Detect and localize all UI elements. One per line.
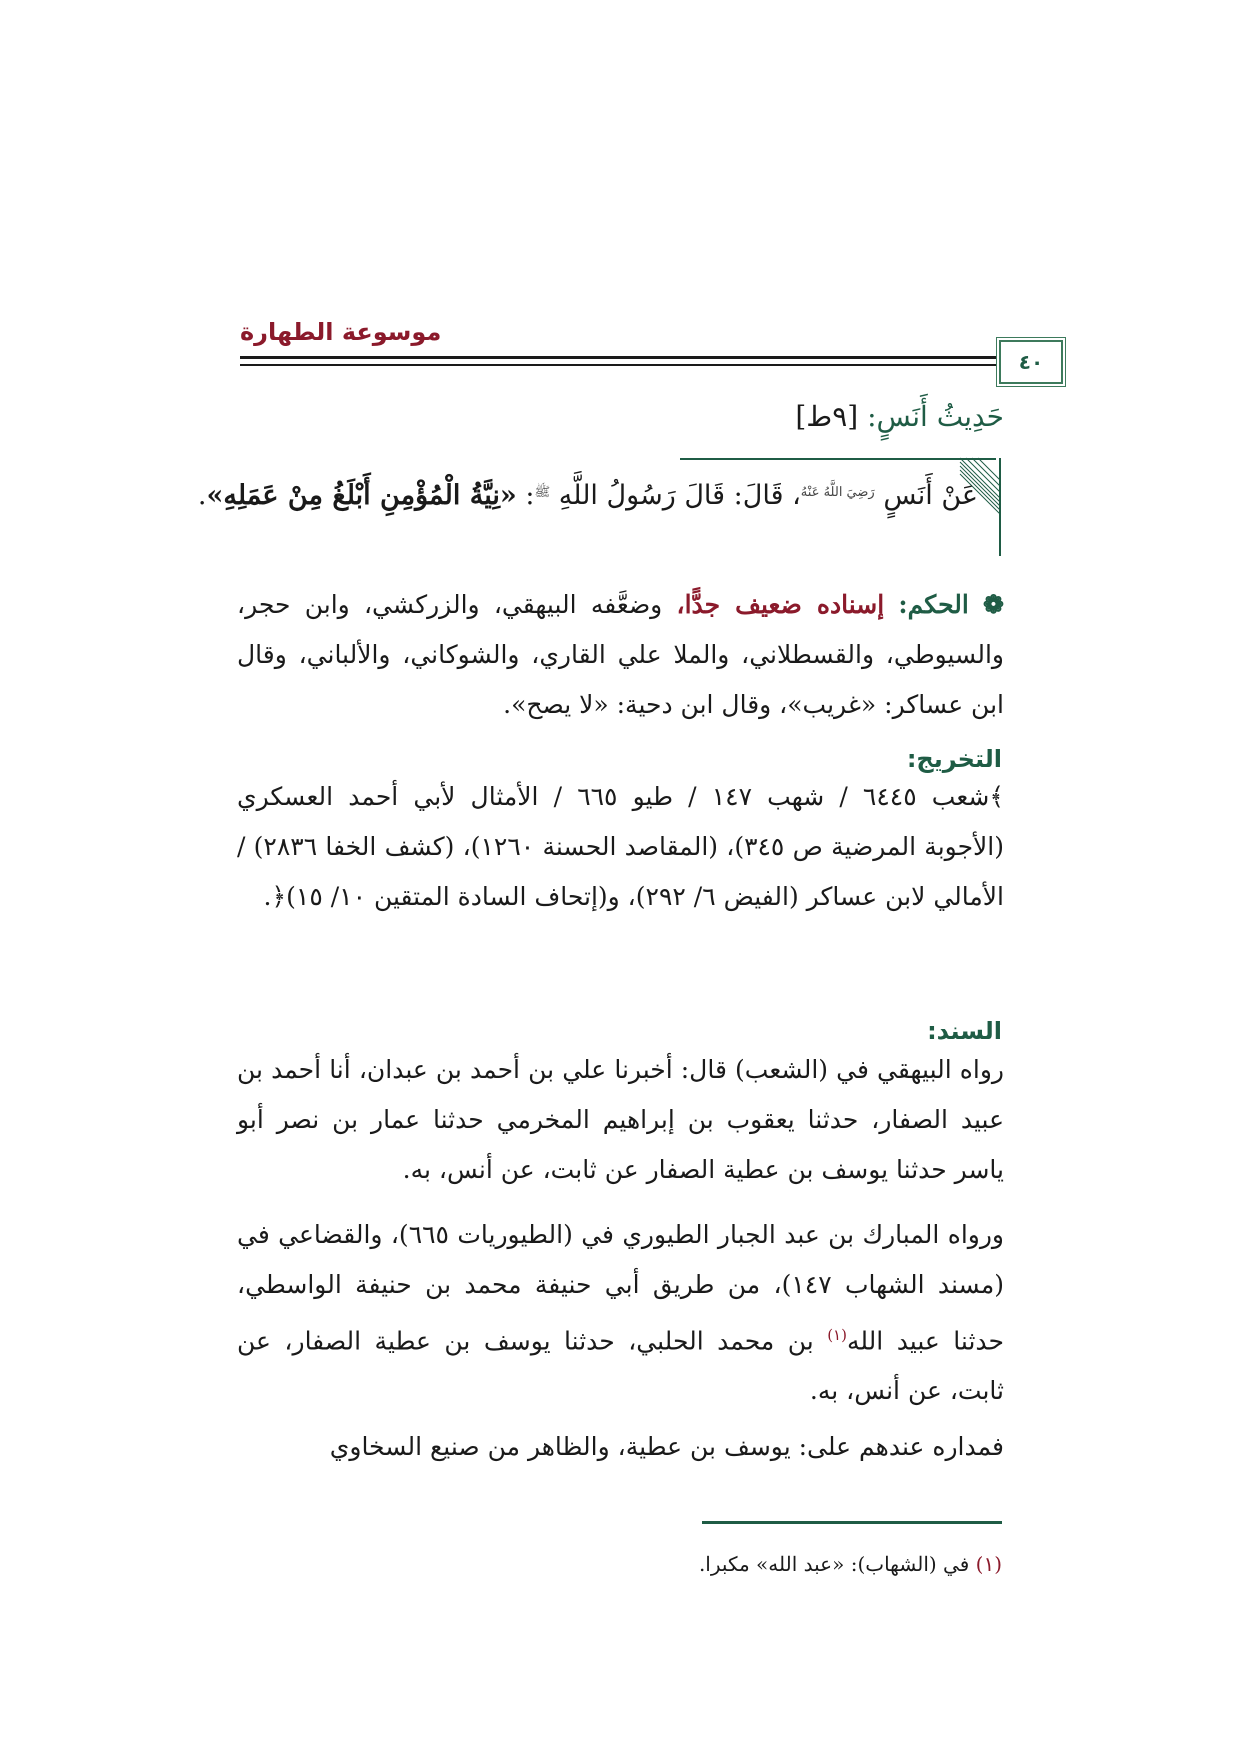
hadith-middle: ، قَالَ: قَالَ رَسُولُ اللَّهِ bbox=[558, 480, 801, 511]
rosette-icon: ❁ bbox=[983, 590, 1004, 619]
ruling-label: الحكم: bbox=[898, 590, 969, 619]
section-heading bbox=[761, 400, 1004, 433]
hadith-end: . bbox=[197, 480, 207, 511]
header-rule bbox=[240, 364, 997, 366]
ruling-paragraph bbox=[237, 580, 1004, 730]
page-number-badge bbox=[999, 340, 1063, 384]
footnote-reference[interactable]: (١) bbox=[827, 1326, 847, 1344]
bracket-open: ﴾ bbox=[989, 782, 1004, 811]
footnote bbox=[699, 1552, 1002, 1576]
sanad-heading: السند: bbox=[927, 1017, 1002, 1045]
section-title: حَدِيثُ أَنَسٍ: bbox=[867, 400, 1004, 433]
footnote-rule bbox=[702, 1521, 1002, 1524]
hadith-top-rule bbox=[680, 458, 996, 460]
takhrij-heading: التخريج: bbox=[906, 745, 1002, 773]
sanad-paragraph-1: رواه البيهقي في (الشعب) قال: أخبرنا علي بن أحمد بن عبدان، أنا أحمد بن عبيد الصفار، حدثنا يعقوب بن إبراهيم المخرمي حدثنا عمار بن نصر أبو ياسر حدثنا يوسف بن عطية الصفار عن ثابت، عن أنس، به. bbox=[237, 1055, 1004, 1184]
honorific-prophet: ﷺ bbox=[534, 485, 551, 500]
page-number: ٤٠ bbox=[1018, 350, 1044, 374]
hadith-quote: «نِيَّةُ الْمُؤْمِنِ أَبْلَغُ مِنْ عَمَلِهِ» bbox=[206, 480, 517, 511]
hadith-intro: عَنْ أَنَسٍ bbox=[883, 480, 978, 511]
sanad-p2-start: ورواه المبارك بن عبد الجبار الطيوري في (الطيوريات ٦٦٥)، والقضاعي في (مسند الشهاب ١٤٧)، من طريق أبي حنيفة محمد بن حنيفة الواسطي، حدثنا عبيد الله bbox=[237, 1220, 1004, 1356]
sanad-paragraph-2 bbox=[237, 1210, 1004, 1416]
bracket-close: ﴿. bbox=[263, 882, 287, 911]
takhrij-paragraph bbox=[237, 772, 1004, 922]
ruling-body: وضعَّفه البيهقي، والزركشي، وابن حجر، والسيوطي، والقسطلاني، والملا علي القاري، والشوكاني، والألباني، وقال ابن عساكر: «غريب»، وقال ابن دحية: «لا يصح». bbox=[237, 590, 1004, 719]
takhrij-text: شعب ٦٤٤٥ / شهب ١٤٧ / طيو ٦٦٥ / الأمثال لأبي أحمد العسكري (الأجوبة المرضية ص ٣٤٥)، (المقاصد الحسنة ١٢٦٠)، (كشف الخفا ٢٨٣٦) / الأمالي لابن عساكر (الفيض ٦/ ٢٩٢)، و(إتحاف السادة المتقين ١٠/ ١٥) bbox=[237, 782, 1004, 911]
section-code: [٩ط] bbox=[795, 400, 859, 433]
footnote-text: في (الشهاب): «عبد الله» مكبرا. bbox=[698, 1552, 976, 1576]
sanad-paragraph-3: فمداره عندهم على: يوسف بن عطية، والظاهر من صنيع السخاوي bbox=[329, 1432, 1004, 1461]
hadith-colon: : bbox=[525, 480, 535, 511]
header-rule bbox=[240, 356, 997, 359]
book-title: موسوعة الطهارة bbox=[240, 318, 442, 346]
ruling-verdict: إسناده ضعيف جدًّا، bbox=[676, 590, 885, 619]
footnote-number: (١) bbox=[975, 1552, 1002, 1576]
honorific-companion: رَضِيَ اللَّهُ عَنْهُ bbox=[800, 485, 875, 500]
sanad-p2-end: بن محمد الحلبي، حدثنا يوسف بن عطية الصفار، عن ثابت، عن أنس، به. bbox=[237, 1326, 1004, 1406]
hadith-text bbox=[198, 480, 978, 511]
